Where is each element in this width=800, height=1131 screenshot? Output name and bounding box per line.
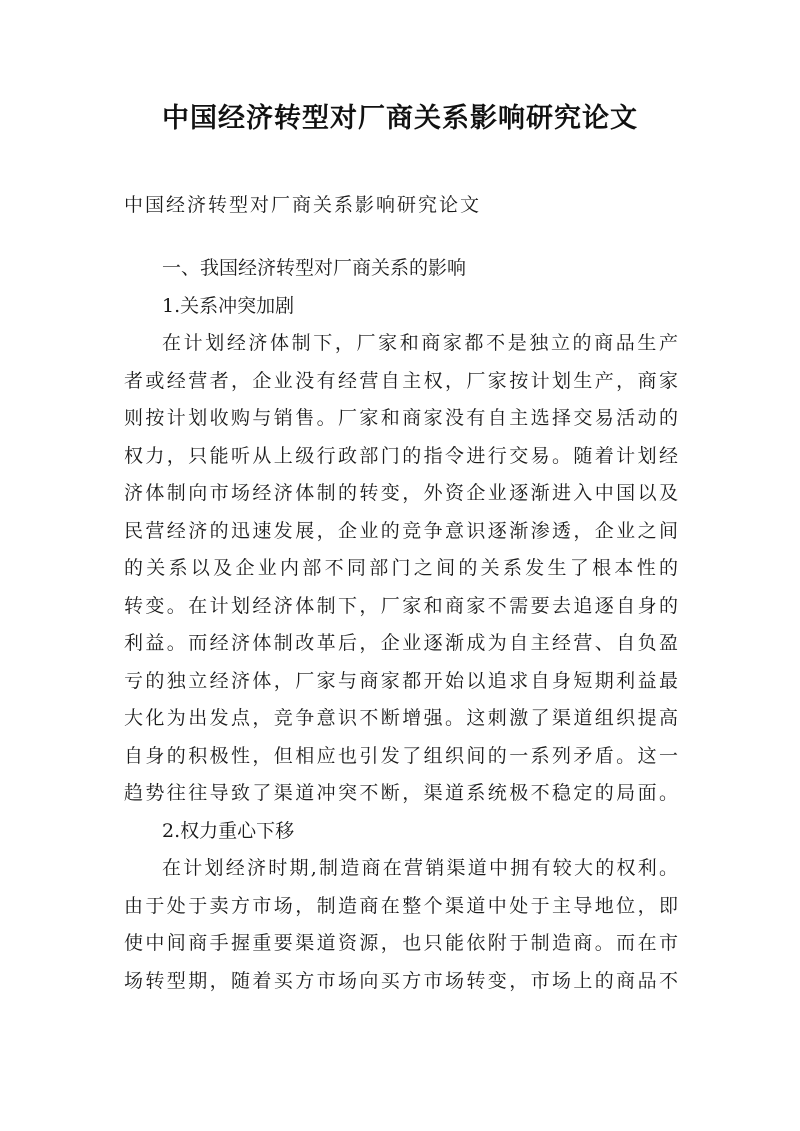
document-title: 中国经济转型对厂商关系影响研究论文 (162, 103, 638, 134)
paragraph-line: 权力，只能听从上级行政部门的指令进行交易。随着计划经 (124, 444, 678, 467)
paragraph-line: 使中间商手握重要渠道资源，也只能依附于制造商。而在市 (124, 932, 678, 954)
paragraph-line: 济体制向市场经济体制的转变，外资企业逐渐进入中国以及 (124, 482, 678, 504)
paragraph-line: 利益。而经济体制改革后，企业逐渐成为自主经营、自负盈 (124, 632, 678, 654)
paragraph-line: 自身的积极性，但相应也引发了组织间的一系列矛盾。这一 (124, 744, 678, 767)
paragraph-line: 转变。在计划经济体制下，厂家和商家不需要去追逐自身的 (124, 594, 678, 617)
section-heading: 一、我国经济转型对厂商关系的影响 (162, 257, 467, 279)
subsection-heading: 2.权力重心下移 (162, 819, 295, 842)
paragraph-line: 者或经营者，企业没有经营自主权，厂家按计划生产，商家 (124, 369, 678, 392)
subsection-heading: 1.关系冲突加剧 (162, 294, 295, 317)
paragraph-line: 在计划经济体制下，厂家和商家都不是独立的商品生产 (162, 332, 678, 354)
paragraph-line: 亏的独立经济体，厂家与商家都开始以追求自身短期利益最 (124, 669, 678, 692)
paragraph-line: 由于处于卖方市场，制造商在整个渠道中处于主导地位，即 (124, 894, 678, 917)
paragraph-line: 的关系以及企业内部不同部门之间的关系发生了根本性的 (124, 557, 678, 579)
paragraph-line: 场转型期，随着买方市场向买方市场转变，市场上的商品不 (124, 969, 678, 992)
document-body (124, 250, 678, 1000)
paragraph-line: 趋势往往导致了渠道冲突不断，渠道系统极不稳定的局面。 (124, 782, 678, 804)
paragraph-line: 民营经济的迅速发展，企业的竞争意识逐渐渗透，企业之间 (124, 519, 678, 542)
paragraph-line: 则按计划收购与销售。厂家和商家没有自主选择交易活动的 (124, 407, 678, 429)
paragraph-line: 在计划经济时期,制造商在营销渠道中拥有较大的权利。 (162, 857, 678, 879)
document-subtitle: 中国经济转型对厂商关系影响研究论文 (124, 194, 482, 216)
paragraph-line: 大化为出发点，竞争意识不断增强。这刺激了渠道组织提高 (124, 707, 678, 729)
